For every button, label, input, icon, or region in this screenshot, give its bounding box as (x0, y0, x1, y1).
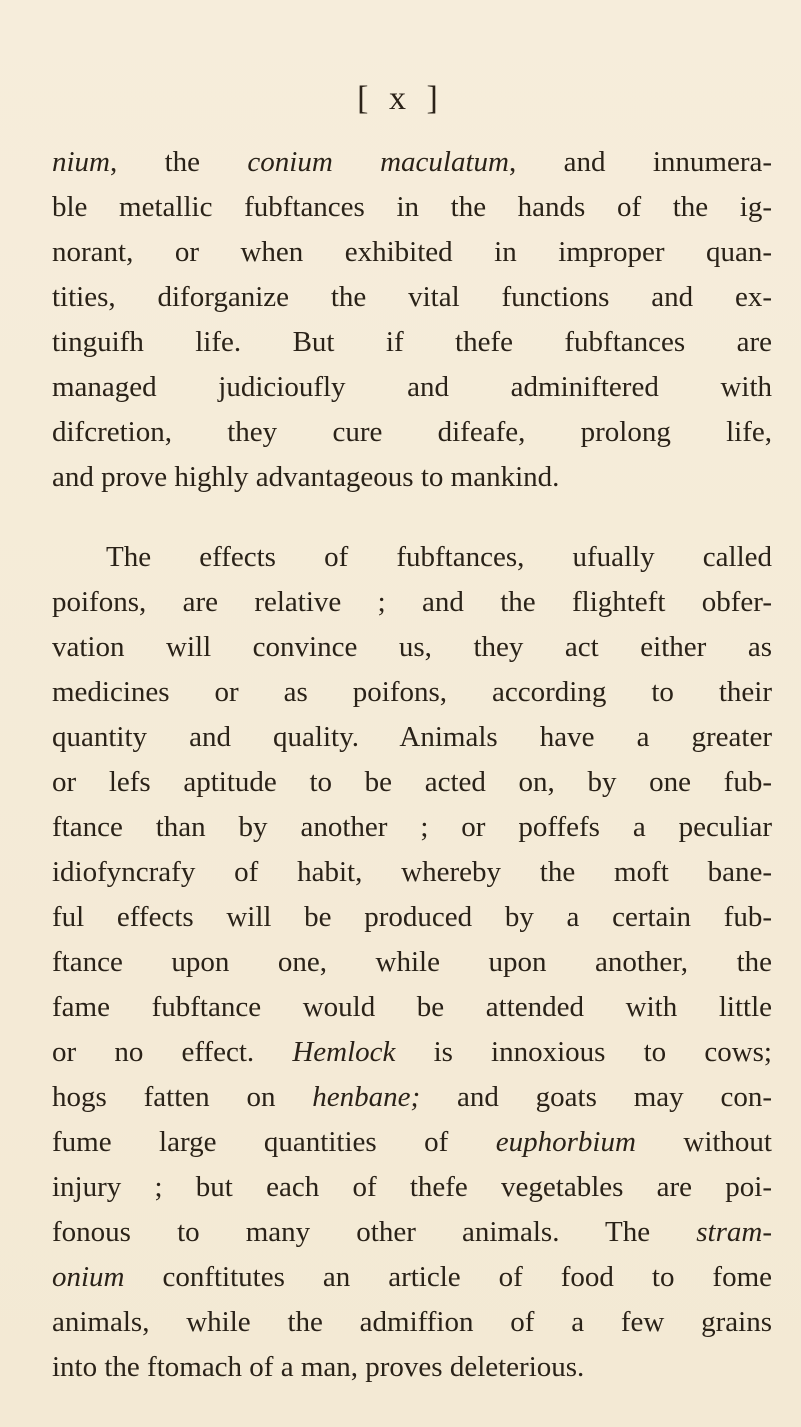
text-line (52, 320, 772, 365)
text-run: into the ftomach of a man, proves deleterious. (52, 1351, 585, 1383)
text-run: norant, or when exhibited in improper quan- (52, 236, 772, 268)
text-run: fame fubftance would be attended with little (52, 991, 772, 1023)
text-run: , the (110, 146, 248, 178)
text-line (52, 1120, 772, 1165)
text-run: poifons, are relative ; and the flighteft obfer- (52, 586, 772, 618)
text-run: quantity and quality. Animals have a greater (52, 721, 772, 753)
text-run: tities, diforganize the vital functions and ex- (52, 281, 772, 313)
text-line (52, 715, 772, 760)
text-run: fonous to many other animals. The (52, 1216, 697, 1248)
text-run: tinguifh life. But if thefe fubftances are (52, 326, 772, 358)
italic-text: nium (52, 146, 110, 178)
text-run: difcretion, they cure difeafe, prolong life, (52, 416, 772, 448)
italic-text: onium (52, 1261, 125, 1293)
italic-text: henbane; (312, 1081, 421, 1113)
italic-text: conium maculatum (247, 146, 509, 178)
paragraph (52, 535, 772, 1390)
text-run: fume large quantities of (52, 1126, 496, 1158)
text-run: The effects of fubftances, ufually called (106, 541, 772, 573)
page-body-text (52, 140, 772, 1390)
text-run: or no effect. (52, 1036, 293, 1068)
text-run: ftance upon one, while upon another, the (52, 946, 772, 978)
text-run: managed judicioufly and adminiftered with (52, 371, 772, 403)
text-line (52, 625, 772, 670)
text-line (52, 185, 772, 230)
text-run: ful effects will be produced by a certain fub- (52, 901, 772, 933)
text-run: conftitutes an article of food to fome (124, 1261, 772, 1293)
text-line (52, 895, 772, 940)
text-run: and prove highly advantageous to mankind. (52, 461, 560, 493)
text-line (52, 1030, 772, 1075)
text-run: without (635, 1126, 772, 1158)
text-run: ftance than by another ; or poffefs a peculiar (52, 811, 772, 843)
text-line (52, 1255, 772, 1300)
text-line (52, 805, 772, 850)
text-line (52, 670, 772, 715)
text-run: , and innumera- (509, 146, 772, 178)
text-line (52, 455, 772, 500)
text-line (52, 140, 772, 185)
text-line (52, 1300, 772, 1345)
text-run: medicines or as poifons, according to their (52, 676, 772, 708)
text-run: hogs fatten on (52, 1081, 313, 1113)
text-run: animals, while the admiffion of a few grains (52, 1306, 772, 1338)
text-line (52, 850, 772, 895)
italic-text: Hemlock (292, 1036, 396, 1068)
italic-text: euphorbium (495, 1126, 636, 1158)
text-line (52, 940, 772, 985)
text-line (52, 230, 772, 275)
text-run: vation will convince us, they act either as (52, 631, 772, 663)
text-run: or lefs aptitude to be acted on, by one fub- (52, 766, 772, 798)
text-run: injury ; but each of thefe vegetables are poi- (52, 1171, 772, 1203)
text-line (52, 365, 772, 410)
text-line (52, 1165, 772, 1210)
paragraph (52, 140, 772, 500)
text-run: is innoxious to cows; (395, 1036, 772, 1068)
text-run: idiofyncrafy of habit, whereby the moft bane- (52, 856, 772, 888)
text-run: ble metallic fubftances in the hands of the ig- (52, 191, 772, 223)
text-line (52, 1075, 772, 1120)
text-line (52, 1345, 772, 1390)
italic-text: stram- (696, 1216, 772, 1248)
text-run: and goats may con- (420, 1081, 772, 1113)
page-number-header: [ x ] (357, 80, 444, 117)
text-line (52, 760, 772, 805)
text-line (52, 580, 772, 625)
text-line (52, 535, 772, 580)
text-line (52, 1210, 772, 1255)
paragraph-gap (52, 500, 772, 535)
text-line (52, 410, 772, 455)
text-line (52, 275, 772, 320)
text-line (52, 985, 772, 1030)
